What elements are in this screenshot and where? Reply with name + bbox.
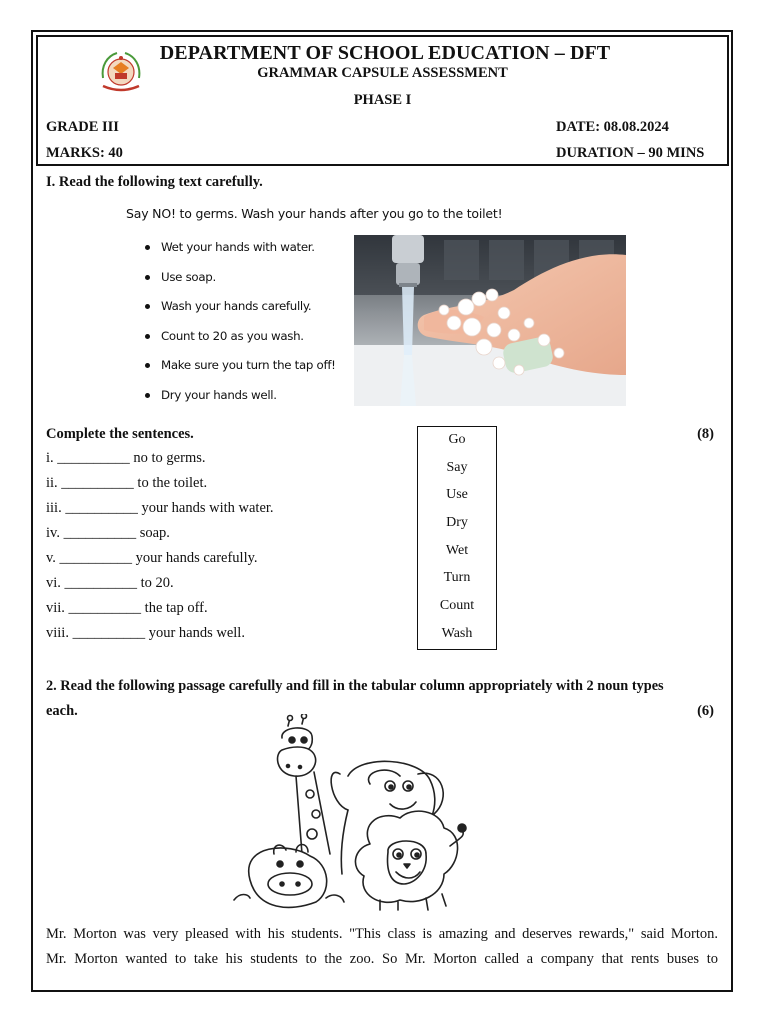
- complete-sentences-heading: Complete the sentences.: [46, 426, 194, 442]
- sentence-item: vi. __________ to 20.: [46, 575, 174, 591]
- list-item: Make sure you turn the tap off!: [145, 358, 336, 388]
- sentence-item: iv. __________ soap.: [46, 525, 170, 541]
- sentence-list: [46, 450, 274, 650]
- grade-label: GRADE III: [46, 119, 119, 135]
- list-item: Use soap.: [145, 270, 336, 300]
- sentence-item: viii. __________ your hands well.: [46, 625, 245, 641]
- reading-title: Say NO! to germs. Wash your hands after you go to the toilet!: [126, 206, 503, 221]
- sentence-item: ii. __________ to the toilet.: [46, 475, 208, 491]
- section2-marks: (6): [697, 703, 714, 719]
- section2-heading-line1: 2. Read the following passage carefully and fill in the tabular column appropriately with 2 noun types: [46, 678, 664, 694]
- handwashing-photo: [354, 235, 626, 406]
- passage-line: Mr. Morton was very pleased with his students. "This class is amazing and deserves rewards," said Morton.: [46, 926, 718, 942]
- sentence-item: v. __________ your hands carefully.: [46, 550, 258, 566]
- list-item: Dry your hands well.: [145, 388, 336, 418]
- sentence-item: iii. __________ your hands with water.: [46, 500, 274, 516]
- passage-line: Mr. Morton wanted to take his students to the zoo. So Mr. Morton called a company that rents buses to: [46, 951, 718, 967]
- list-item: Count to 20 as you wash.: [145, 329, 336, 359]
- word-bank-item: Turn: [443, 570, 471, 586]
- date-label: DATE: 08.08.2024: [556, 119, 669, 135]
- word-bank-item: Dry: [446, 515, 468, 531]
- word-bank-item: Wash: [441, 625, 473, 641]
- word-bank-item: Say: [446, 459, 468, 475]
- assessment-title: GRAMMAR CAPSULE ASSESSMENT: [257, 65, 508, 81]
- passage: [46, 922, 718, 972]
- section1-marks: (8): [697, 426, 714, 442]
- word-bank-item: Count: [439, 598, 475, 614]
- school-logo-icon: [97, 48, 145, 100]
- handwash-steps-list: [145, 240, 336, 417]
- word-bank-box: [417, 426, 497, 650]
- phase-label: PHASE I: [353, 92, 412, 108]
- word-bank-item: Use: [446, 487, 468, 503]
- zoo-animals-illustration: [230, 714, 475, 912]
- word-bank-item: Go: [448, 432, 466, 447]
- list-item: Wet your hands with water.: [145, 240, 336, 270]
- word-bank-item: Wet: [445, 542, 469, 558]
- duration-label: DURATION – 90 MINS: [556, 145, 705, 161]
- marks-label: MARKS: 40: [46, 145, 123, 161]
- department-title: DEPARTMENT OF SCHOOL EDUCATION – DFT: [159, 42, 611, 64]
- sentence-item: vii. __________ the tap off.: [46, 600, 208, 616]
- section2-heading-line2: each.: [46, 703, 78, 719]
- list-item: Wash your hands carefully.: [145, 299, 336, 329]
- sentence-item: i. __________ no to germs.: [46, 450, 206, 466]
- section1-heading: I. Read the following text carefully.: [46, 174, 263, 190]
